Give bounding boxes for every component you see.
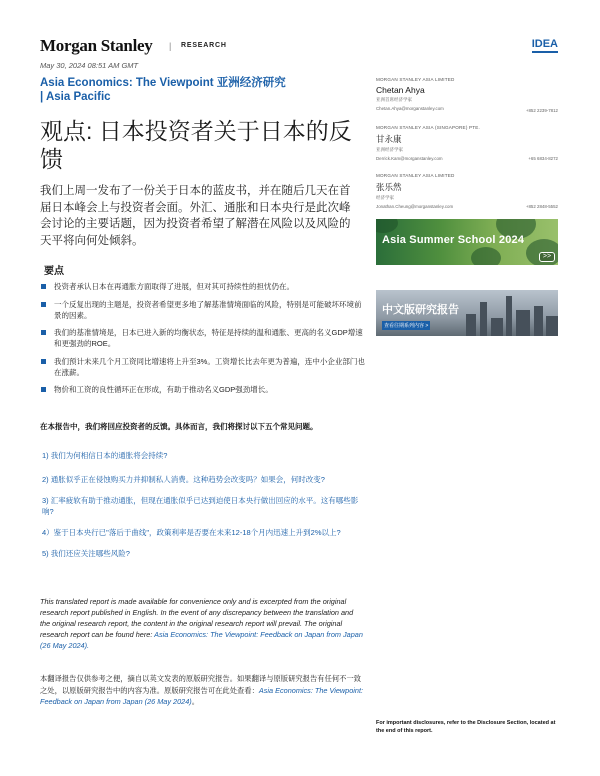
original-report-link-cn[interactable]: Asia Economics: The Viewpoint: Feedback on Japan from Japan (26 May 2024) — [40, 685, 364, 706]
key-point — [40, 384, 365, 395]
analyst-contacts — [376, 77, 560, 221]
key-point-text: 物价和工资的良性循环正在形成，有助于推动名义GDP强劲增长。 — [54, 385, 273, 394]
analyst-phone: +65 6834-8272 — [528, 156, 558, 161]
analyst-name: 张乐然 — [376, 182, 402, 192]
analyst-card — [376, 77, 560, 125]
important-disclosures-note: For important disclosures, refer to the Disclosure Section, located at the end of this report. — [376, 720, 556, 734]
research-label: RESEARCH — [181, 42, 227, 49]
lede-paragraph: 我们上周一发布了一份关于日本的蓝皮书，并在随后几天在首届日本峰会上与投资者会面。外汇、通胀和日本央行是此次峰会讨论的主要话题，因为投资者希望了解潜在风险以及风险的天平将向何处倾斜。 — [40, 185, 351, 247]
analyst-email[interactable]: Derrick.Kam@morganstanley.com — [376, 156, 443, 161]
original-report-link-en[interactable]: Asia Economics: The Viewpoint: Feedback on Japan from Japan (26 May 2024). — [40, 630, 363, 650]
series-title — [40, 76, 370, 104]
skyline-building — [534, 306, 543, 336]
analyst-card — [376, 173, 560, 221]
report-header — [40, 36, 560, 60]
question-link-5[interactable]: 5) 我们还应关注哪些风险? — [42, 549, 130, 558]
leaf-decoration — [376, 219, 398, 233]
key-points-list — [40, 281, 365, 402]
key-point — [40, 356, 365, 378]
series-title-line-1[interactable]: Asia Economics: The Viewpoint 亚洲经济研究 — [40, 77, 286, 89]
analyst-role: 亚洲首席经济学家 — [376, 97, 412, 102]
translation-disclaimer-cn — [40, 673, 365, 708]
questions-list — [40, 450, 365, 559]
publish-date: May 30, 2024 08:51 AM GMT — [40, 61, 139, 70]
disclaimer-cn-text: 本翻译报告仅供参考之便，摘自以英文发表的原版研究报告。如果翻译与原版研究报告有任何不一致之处，以原版研究报告中的内容为准。原版研究报告可在此处查看： — [40, 674, 362, 695]
question-link-4[interactable]: 4）鉴于日本央行已"落后于曲线"，政策利率是否要在未来12-18个月内迅速上升到2%以上? — [42, 528, 341, 537]
analyst-company: MORGAN STANLEY ASIA (SINGAPORE) PTE. — [376, 125, 481, 130]
analyst-role: 亚洲经济学家 — [376, 147, 403, 152]
intro-paragraph: 在本报告中，我们将回应投资者的反馈。具体而言，我们将探讨以下五个常见问题。 — [40, 422, 318, 431]
asia-summer-school-banner[interactable] — [376, 219, 558, 265]
skyline-building — [546, 316, 558, 336]
key-points-heading: 要点 — [44, 266, 64, 277]
bullet-square-icon — [41, 330, 46, 335]
asia-summer-school-title: Asia Summer School 2024 — [382, 234, 525, 246]
question-link-3[interactable]: 3) 汇率疲软有助于推动通胀，但现在通胀似乎已达到迫使日本央行做出回应的水平。这有哪些影响? — [42, 496, 359, 516]
analyst-company: MORGAN STANLEY ASIA LIMITED — [376, 77, 455, 82]
key-point — [40, 299, 365, 321]
morgan-stanley-logo[interactable]: Morgan Stanley — [40, 36, 153, 55]
skyline-building — [491, 318, 503, 336]
analyst-name: 甘永康 — [376, 134, 402, 144]
key-point — [40, 281, 365, 292]
analyst-company: MORGAN STANLEY ASIA LIMITED — [376, 173, 455, 178]
bullet-square-icon — [41, 359, 46, 364]
analyst-role: 经济学家 — [376, 195, 394, 200]
double-arrow-icon[interactable]: >> — [539, 252, 555, 262]
analyst-email[interactable]: Chetan.Ahya@morganstanley.com — [376, 106, 444, 111]
skyline-building — [516, 310, 530, 336]
skyline-building — [480, 302, 487, 336]
bullet-square-icon — [41, 387, 46, 392]
skyline-building — [506, 296, 512, 336]
header-separator: | — [169, 41, 172, 51]
question-link-2[interactable]: 2) 通胀似乎正在侵蚀购买力并抑制私人消费。这种趋势会改变吗？如果会，何时改变? — [42, 475, 325, 484]
translation-disclaimer-en — [40, 596, 365, 651]
bullet-square-icon — [41, 284, 46, 289]
disclaimer-en-text: This translated report is made available for convenience only and is excerpted from the original research report published in English. In the event of any discrepancy between the translation and the original research report, the content in the original research report will prevail. The original research report can be found here: — [40, 597, 354, 639]
idea-label: IDEA — [532, 38, 558, 53]
chinese-reports-link[interactable]: 查看往期系列内容 > — [384, 323, 429, 329]
analyst-phone: +852 2239-7812 — [525, 108, 558, 113]
series-title-line-2[interactable]: | Asia Pacific — [40, 91, 111, 103]
chinese-reports-banner[interactable] — [376, 290, 558, 336]
report-title: 观点: 日本投资者关于日本的反馈 — [40, 118, 352, 172]
skyline-building — [466, 314, 476, 336]
key-point-text: 一个反复出现的主题是，投资者希望更多地了解基准情境面临的风险，特别是可能破坏环境前景的因素。 — [54, 299, 362, 320]
analyst-phone: +852 2848-5552 — [525, 204, 558, 209]
key-point-text: 我们的基准情境是，日本已进入新的均衡状态，特征是持续的温和通胀、更高的名义GDP增速和更强劲的ROE。 — [54, 328, 363, 348]
chinese-reports-title: 中文版研究报告 — [382, 304, 459, 316]
key-point-text: 投资者承认日本在再通胀方面取得了进展，但对其可持续性的担忧仍在。 — [54, 282, 294, 291]
analyst-email[interactable]: Jonathan.Cheung@morganstanley.com — [376, 204, 454, 209]
leaf-decoration — [471, 247, 501, 265]
analyst-name: Chetan Ahya — [376, 85, 425, 95]
key-point — [40, 327, 365, 349]
analyst-card — [376, 125, 560, 173]
bullet-square-icon — [41, 302, 46, 307]
key-point-text: 我们预计未来几个月工资同比增速将上升至3%。工资增长比去年更为普遍，连中小企业部门也在涨薪。 — [54, 356, 365, 377]
question-link-1[interactable]: 1) 我们为何相信日本的通胀将会持续? — [42, 451, 168, 460]
disclaimer-cn-end: 。 — [191, 697, 199, 706]
